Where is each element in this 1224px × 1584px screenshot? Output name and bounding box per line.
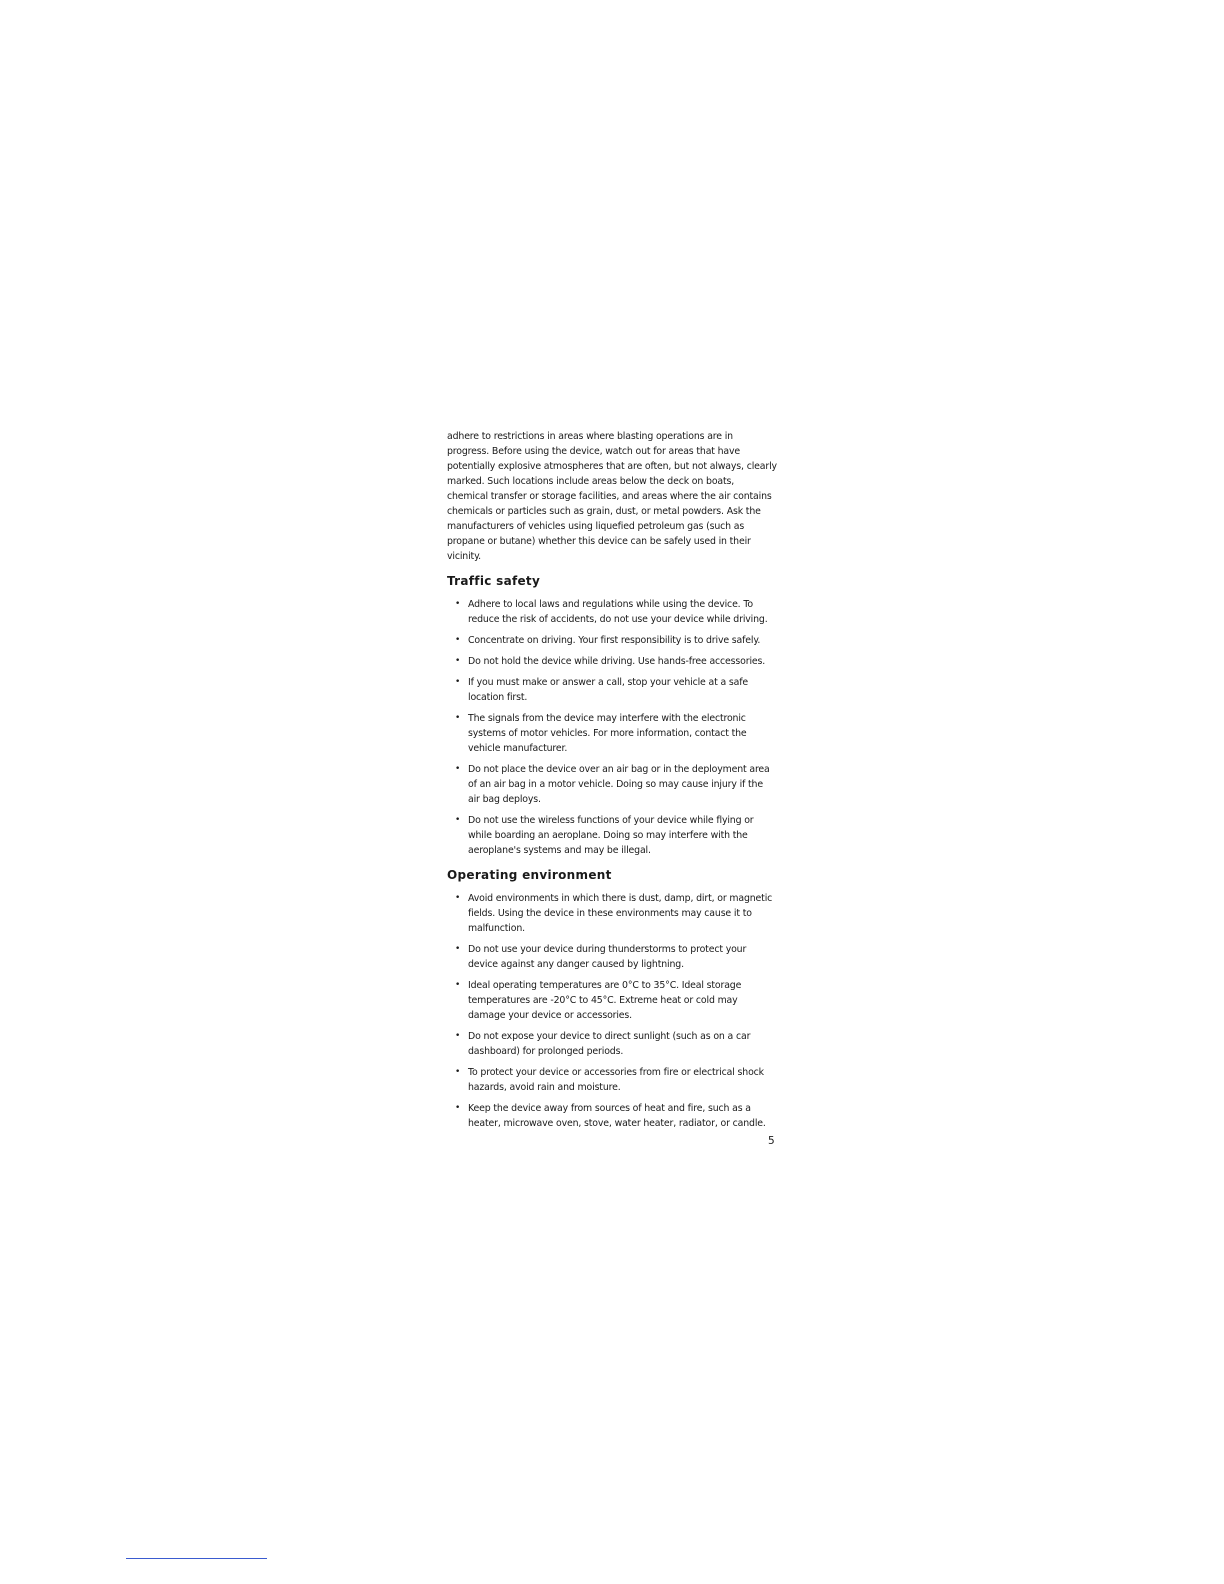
bullet-icon: • [455,815,461,825]
list-item: • To protect your device or accessories from fire or electrical shock hazards, avoid rain and moisture. [455,1067,764,1093]
intro-paragraph: adhere to restrictions in areas where blasting operations are in progress. Before using the device, watch out for areas that have potentially explosive atmospheres that are often, but not always, clearly marked. Such locations include areas below the deck on boats, chemical transfer or storage facilities, and areas where the air contains chemicals or particles such as grain, dust, or metal powders. Ask the manufacturers of vehicles using liquefied petroleum gas (such as propane or butane) whether this device can be safely used in their vicinity. [447,431,777,562]
list-item: • Do not use the wireless functions of your device while flying or while boarding an aeroplane. Doing so may interfere with the aeroplane's systems and may be illegal. [455,815,754,856]
list-item: • Concentrate on driving. Your first responsibility is to drive safely. [455,635,761,646]
bullet-icon: • [455,764,461,774]
footnote-divider [126,1558,267,1559]
list-item: • The signals from the device may interfere with the electronic systems of motor vehicles. For more information, contact the vehicle manufacturer. [455,713,747,754]
list-item: • Do not hold the device while driving. Use hands-free accessories. [455,656,766,667]
list-item: • Keep the device away from sources of heat and fire, such as a heater, microwave oven, stove, water heater, radiator, or candle. [455,1103,766,1129]
page-body [447,429,777,1137]
list-item: • Do not place the device over an air bag or in the deployment area of an air bag in a motor vehicle. Doing so may cause injury if the air bag deploys. [455,764,770,805]
list-item: • Adhere to local laws and regulations while using the device. To reduce the risk of accidents, do not use your device while driving. [455,599,768,625]
bullet-icon: • [455,635,461,645]
bullet-icon: • [455,1103,461,1113]
bullet-icon: • [455,944,461,954]
bullet-icon: • [455,656,461,666]
page-number: 5 [768,1135,775,1147]
bullet-icon: • [455,713,461,723]
bullet-icon: • [455,599,461,609]
list-item: • Do not expose your device to direct sunlight (such as on a car dashboard) for prolonged periods. [455,1031,751,1057]
traffic-safety-heading: Traffic safety [447,574,541,588]
bullet-icon: • [455,677,461,687]
operating-environment-heading: Operating environment [447,868,612,882]
list-item: • Do not use your device during thunderstorms to protect your device against any danger caused by lightning. [455,944,747,970]
operating-environment-list [447,891,777,1131]
bullet-icon: • [455,980,461,990]
bullet-icon: • [455,1031,461,1041]
list-item: • Ideal operating temperatures are 0°C to 35°C. Ideal storage temperatures are -20°C to 45°C. Extreme heat or cold may damage your device or accessories. [455,980,742,1021]
traffic-safety-list [447,597,777,858]
bullet-icon: • [455,1067,461,1077]
bullet-icon: • [455,893,461,903]
list-item: • If you must make or answer a call, stop your vehicle at a safe location first. [455,677,748,703]
list-item: • Avoid environments in which there is dust, damp, dirt, or magnetic fields. Using the device in these environments may cause it to malfunction. [455,893,773,934]
